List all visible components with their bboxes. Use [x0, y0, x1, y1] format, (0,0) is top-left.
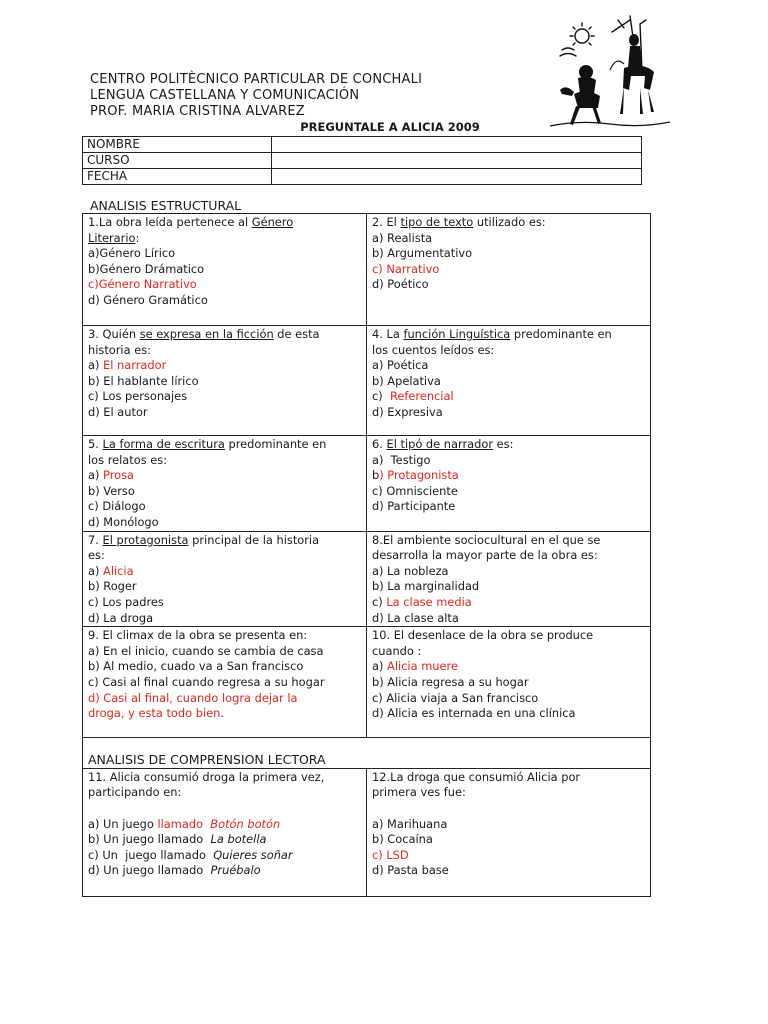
question-3: 3. Quién se expresa en la ficción de esta historia es: a) El narrador b) El hablante lírico c) Los personajes d) El autor: [83, 326, 367, 436]
section-title-structural: ANALISIS ESTRUCTURAL: [90, 198, 242, 213]
field-label-fecha: FECHA: [83, 169, 272, 185]
option-d: d) Alicia es internada en una clínica: [372, 706, 576, 721]
question-1: 1.La obra leída pertenece al Género Literario: a)Género Lírico b)Género Drámatico c)Género Narrativo d) Género Gramático: [83, 214, 367, 326]
option-d: d) La droga: [88, 610, 154, 625]
option-c: c) Un juego llamado Quieres soñar: [88, 847, 293, 862]
option-b: b) Verso: [88, 483, 135, 498]
question-row: [83, 768, 651, 896]
option-b: b) El hablante lírico: [88, 373, 199, 388]
option-a-answer: a) El narrador: [88, 358, 167, 373]
option-c: c) Omnisciente: [372, 483, 458, 498]
option-d: d) Un juego llamado Pruébalo: [88, 863, 261, 878]
option-d: d) Participante: [372, 499, 456, 514]
question-12: 12.La droga que consumió Alicia por primera ves fue: a) Marihuana b) Cocaína c) LSD d) Pasta base: [367, 768, 651, 896]
info-row: [83, 169, 642, 185]
question-row: [83, 326, 651, 436]
option-c: c) Los padres: [88, 594, 164, 609]
question-row: [83, 214, 651, 326]
option-b-answer: b) Protagonista: [372, 468, 459, 483]
option-b: b) Apelativa: [372, 373, 441, 388]
question-11: 11. Alicia consumió droga la primera vez, participando en: a) Un juego llamado Botón botón b) Un juego llamado La botella c) Un juego llamado Quieres soñar d) Un juego llamado Pruébalo: [83, 768, 367, 896]
option-a: a) Poética: [372, 358, 429, 373]
option-c: c) Diálogo: [88, 499, 146, 514]
option-a: a) Marihuana: [372, 816, 448, 831]
option-c-answer: c) LSD: [372, 847, 409, 862]
section-title-comprehension: ANALISIS DE COMPRENSION LECTORA: [83, 738, 651, 769]
option-c: c) Los personajes: [88, 389, 188, 404]
question-10: 10. El desenlace de la obra se produce cuando : a) Alicia muere b) Alicia regresa a su hogar c) Alicia viaja a San francisco d) Alicia es internada en una clínica: [367, 627, 651, 738]
field-label-curso: CURSO: [83, 153, 272, 169]
option-b: b) Argumentativo: [372, 246, 473, 261]
option-a: a) En el inicio, cuando se cambia de casa: [88, 643, 324, 658]
question-5: 5. La forma de escritura predominante en los relatos es: a) Prosa b) Verso c) Diálogo d) Monólogo: [83, 436, 367, 532]
option-b: b) Cocaína: [372, 832, 433, 847]
question-row: [83, 436, 651, 532]
option-a-answer: a) Alicia muere: [372, 659, 458, 674]
school-name: CENTRO POLITÈCNICO PARTICULAR DE CONCHALI: [90, 72, 423, 87]
option-a: a) Testigo: [372, 452, 431, 467]
option-d: d) Expresiva: [372, 404, 443, 419]
don-quixote-illustration: [540, 10, 674, 132]
option-a: a) Realista: [372, 230, 433, 245]
option-b: b) Al medio, cuado va a San francisco: [88, 659, 304, 674]
option-c: c) Alicia viaja a San francisco: [372, 690, 539, 705]
option-a: a)Género Lírico: [88, 246, 176, 261]
option-b: b) Roger: [88, 579, 137, 594]
question-7: 7. El protagonista principal de la historia es: a) Alicia b) Roger c) Los padres d) La droga: [83, 531, 367, 627]
option-d: d) Monólogo: [88, 514, 159, 529]
option-d: d) Pasta base: [372, 863, 449, 878]
option-d-answer: d) Casi al final, cuando logra dejar la: [88, 690, 298, 705]
question-9: 9. El climax de la obra se presenta en: a) En el inicio, cuando se cambia de casa b) Al medio, cuado va a San francisco c) Casi al final cuando regresa a su hogar d) Casi al final, cuando logra dejar la droga, y esta todo bien.: [83, 627, 367, 738]
option-b: b) La marginalidad: [372, 579, 480, 594]
option-c: c) Casi al final cuando regresa a su hogar: [88, 674, 325, 689]
option-d: d) Género Gramático: [88, 292, 208, 307]
option-a: a) La nobleza: [372, 563, 449, 578]
question-6: 6. El tipó de narrador es: a) Testigo b) Protagonista c) Omnisciente d) Participante: [367, 436, 651, 532]
questions-table: [82, 213, 651, 897]
page-title: PREGUNTALE A ALICIA 2009: [300, 120, 480, 134]
subject-name: LENGUA CASTELLANA Y COMUNICACIÓN: [90, 88, 360, 103]
option-a-answer: a) Alicia: [88, 563, 134, 578]
info-row: [83, 153, 642, 169]
field-value-fecha[interactable]: [272, 169, 642, 185]
option-c-answer: c)Género Narrativo: [88, 277, 197, 292]
option-b: b)Género Drámatico: [88, 261, 205, 276]
option-b: b) Un juego llamado La botella: [88, 832, 267, 847]
teacher-name: PROF. MARIA CRISTINA ALVAREZ: [90, 104, 305, 119]
option-a-answer: a) Un juego llamado Botón botón: [88, 816, 281, 831]
info-row: [83, 137, 642, 153]
option-c-answer: c) Narrativo: [372, 261, 440, 276]
option-c-answer: c) La clase media: [372, 594, 472, 609]
field-label-nombre: NOMBRE: [83, 137, 272, 153]
option-c-answer: c) Referencial: [372, 389, 454, 404]
section-row: [83, 738, 651, 769]
option-a-answer: a) Prosa: [88, 468, 135, 483]
option-d: d) Poético: [372, 277, 429, 292]
question-4: 4. La función Linguística predominante en los cuentos leídos es: a) Poética b) Apelativa c) Referencial d) Expresiva: [367, 326, 651, 436]
question-8: 8.El ambiente sociocultural en el que se desarrolla la mayor parte de la obra es: a) La nobleza b) La marginalidad c) La clase media d) La clase alta: [367, 531, 651, 627]
option-d: d) La clase alta: [372, 610, 459, 625]
question-row: [83, 531, 651, 627]
option-b: b) Alicia regresa a su hogar: [372, 674, 529, 689]
field-value-nombre[interactable]: [272, 137, 642, 153]
option-d: d) El autor: [88, 404, 148, 419]
field-value-curso[interactable]: [272, 153, 642, 169]
question-row: [83, 627, 651, 738]
student-info-table: [82, 136, 642, 185]
question-2: 2. El tipo de texto utilizado es: a) Realista b) Argumentativo c) Narrativo d) Poético: [367, 214, 651, 326]
